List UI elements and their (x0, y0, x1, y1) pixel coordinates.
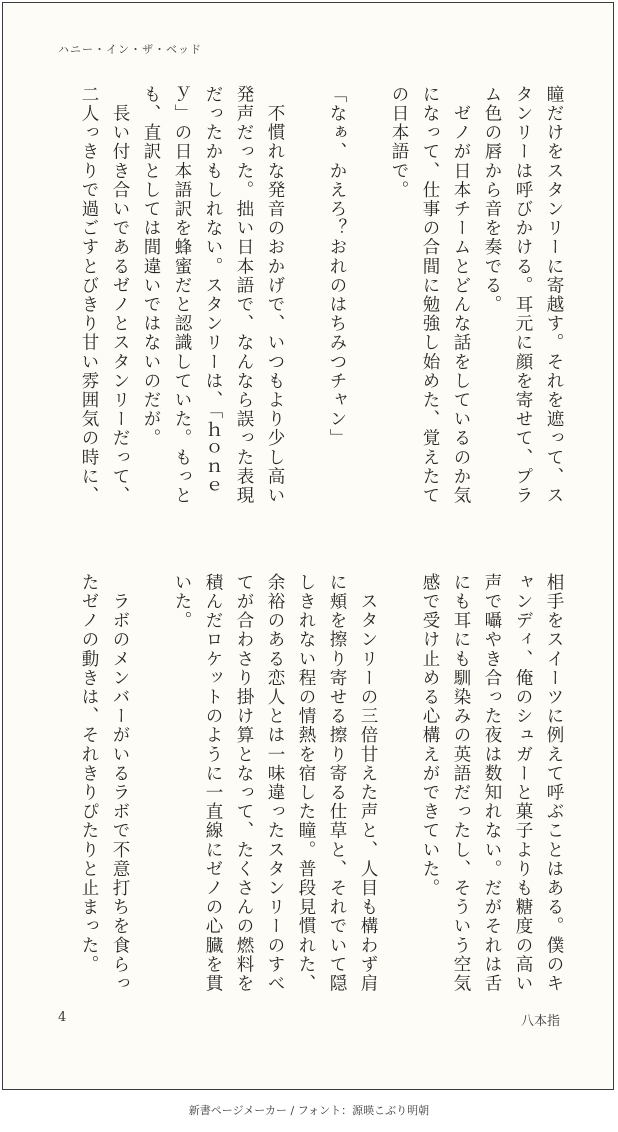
book-page (2, 2, 614, 1090)
blank-line (352, 85, 383, 505)
text-line: ャンディ、俺のシュガーと菓子よりも糖度の高い (513, 573, 533, 994)
text-line: 不慣れな発音のおかげで、いつもより少し高い (265, 85, 285, 506)
text-line: 二人っきりで過ごすとびきり甘い雰囲気の時に、 (79, 85, 99, 506)
text-line: だったかもしれない。スタンリーは、「ｈｏｎｅ (203, 85, 223, 497)
author-name: 八本指 (520, 1014, 560, 1029)
text-line: いた。 (172, 573, 192, 631)
running-title: ハニー・イン・ザ・ベッド (58, 43, 202, 56)
blank-line (290, 85, 321, 505)
text-line: に頬を擦り寄せる擦り寄る仕草と、それでいて隠 (327, 573, 347, 994)
text-line: 声で囁やき合った夜は数知れない。だがそれは舌 (482, 573, 502, 994)
text-line: 相手をスイーツに例えて呼ぶことはある。僕のキ (544, 573, 564, 994)
generator-credit: 新書ページメーカー / フォント：源暎こぶり明朝 (188, 1104, 430, 1117)
text-line: 瞳だけをスタンリーに寄越す。それを遮って、ス (544, 85, 564, 506)
text-line: ゼノが日本チームとどんな話をしているのか気 (451, 85, 471, 506)
text-block-bottom (73, 573, 569, 993)
text-line: 発声だった。拙い日本語で、なんなら誤った表現 (234, 85, 254, 506)
text-line: も、直訳としては間違いではないのだが。 (141, 85, 161, 448)
text-line: タンリーは呼びかける。耳元に顔を寄せて、プラ (513, 85, 533, 506)
text-line: にも耳にも馴染みの英語だったし、そういう空気 (451, 573, 471, 994)
text-line: 余裕のある恋人とは一味違ったスタンリーのすべ (265, 573, 285, 994)
text-line: ｙ」の日本語訳を蜂蜜だと認識していた。もっと (172, 85, 192, 506)
text-block-top (73, 85, 569, 505)
text-line: スタンリーの三倍甘えた声と、人目も構わず肩 (358, 573, 378, 994)
text-line: しきれない程の情熱を宿した瞳。普段見慣れた、 (296, 573, 316, 994)
text-line: てが合わさり掛け算となって、たくさんの燃料を (234, 573, 254, 994)
blank-line (383, 573, 414, 993)
text-line: になって、仕事の合間に勉強し始めた、覚えたて (420, 85, 440, 506)
dialogue-line: 「なぁ、かえろ？おれのはちみつチャン」 (327, 85, 347, 448)
text-line: 長い付き合いであるゼノとスタンリーだって、 (110, 85, 130, 506)
blank-line (135, 573, 166, 993)
text-line: の日本語で。 (389, 85, 409, 200)
text-line: ム色の唇から音を奏でる。 (482, 85, 502, 315)
text-line: 積んだロケットのように一直線にゼノの心臓を貫 (203, 573, 223, 994)
text-line: 感で受け止める心構えができていた。 (420, 573, 440, 898)
text-line: ラボのメンバーがいるラボで不意打ちを食らっ (110, 573, 130, 994)
page-number: 4 (58, 1010, 67, 1025)
text-line: たゼノの動きは、それきりぴたりと止まった。 (79, 573, 99, 975)
